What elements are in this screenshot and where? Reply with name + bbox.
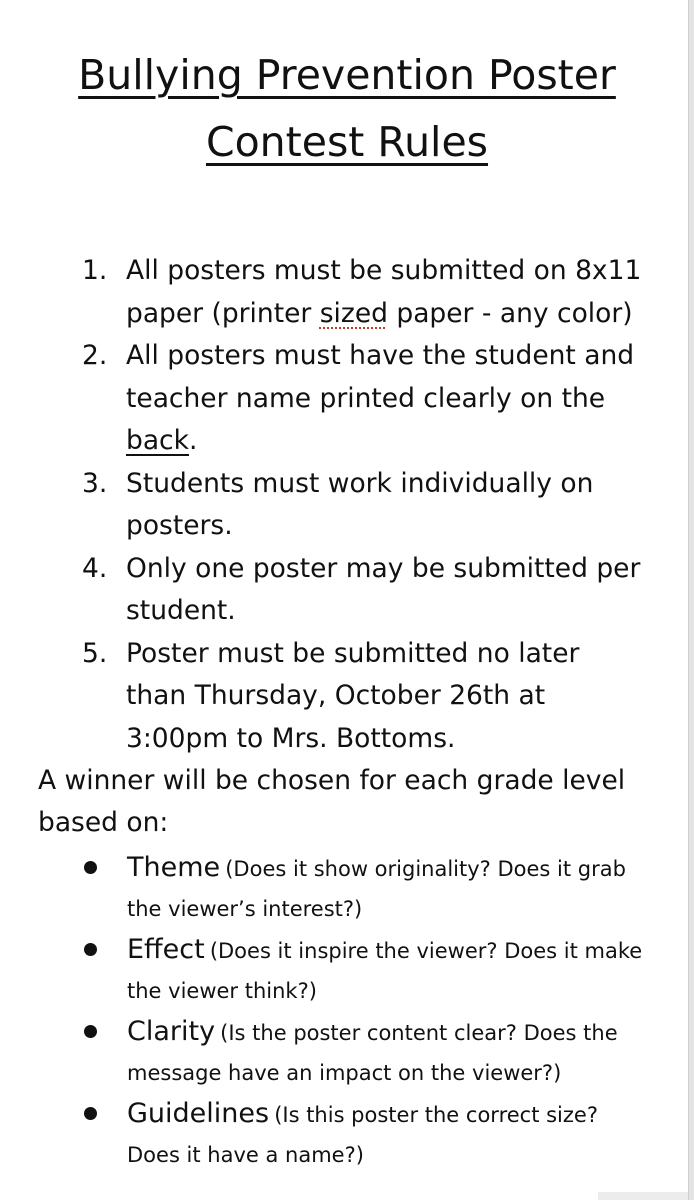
rule-item-1	[0, 250, 646, 335]
rules-list	[0, 250, 694, 760]
criterion-theme	[0, 848, 657, 930]
rule-text: All posters must have the student and teacher name printed clearly on the	[126, 340, 635, 414]
criteria-intro: A winner will be chosen for each grade level based on:	[38, 765, 626, 838]
criterion-clarity	[0, 1012, 657, 1094]
bullet-icon	[84, 861, 97, 874]
rule-number: 1.	[82, 255, 108, 286]
page-edge	[688, 0, 694, 1200]
bullet-icon	[84, 1107, 97, 1120]
criterion-name: Theme	[127, 852, 221, 883]
criterion-effect	[0, 930, 657, 1012]
rule-text-end: .	[188, 425, 198, 456]
rule-text: Students must work individually on posters.	[126, 467, 594, 541]
criterion-guidelines	[0, 1094, 657, 1176]
criterion-description: (Is the poster content clear? Does the message have an impact on the viewer?)	[127, 1021, 618, 1085]
rule-text: Only one poster may be submitted per student.	[126, 552, 641, 626]
rule-text-end: paper - any color)	[387, 297, 633, 329]
rule-number: 2.	[82, 340, 108, 371]
page-bottom-edge	[598, 1192, 688, 1200]
criteria-list	[0, 848, 694, 1176]
page-title	[0, 42, 694, 176]
rule-number: 4.	[82, 552, 108, 584]
criterion-description: (Does it show originality? Does it grab the viewer’s interest?)	[127, 857, 626, 921]
rule-item-4	[0, 548, 646, 633]
criterion-description: (Is this poster the correct size? Does it have a name?)	[127, 1103, 598, 1167]
underlined-word: back	[126, 425, 189, 456]
spellcheck-marked-word: sized	[319, 297, 388, 329]
rule-item-2	[0, 335, 646, 463]
bullet-icon	[84, 943, 97, 956]
rule-item-3	[0, 463, 646, 548]
criterion-name: Clarity	[127, 1016, 216, 1047]
title-line-2: Contest Rules	[205, 118, 489, 166]
criterion-name: Guidelines	[127, 1098, 270, 1129]
bullet-icon	[84, 1025, 97, 1038]
criterion-description: (Does it inspire the viewer? Does it make the viewer think?)	[127, 939, 643, 1003]
rule-text: All posters must be submitted on 8x11 paper (printer	[126, 255, 642, 329]
rule-text: Poster must be submitted no later than Thursday, October 26th at 3:00pm to Mrs. Bottoms.	[126, 637, 580, 754]
rule-number: 3.	[82, 467, 108, 499]
rule-number: 5.	[82, 637, 108, 669]
rule-item-5	[0, 633, 646, 761]
criterion-name: Effect	[127, 934, 205, 965]
title-line-1: Bullying Prevention Poster	[78, 51, 616, 99]
